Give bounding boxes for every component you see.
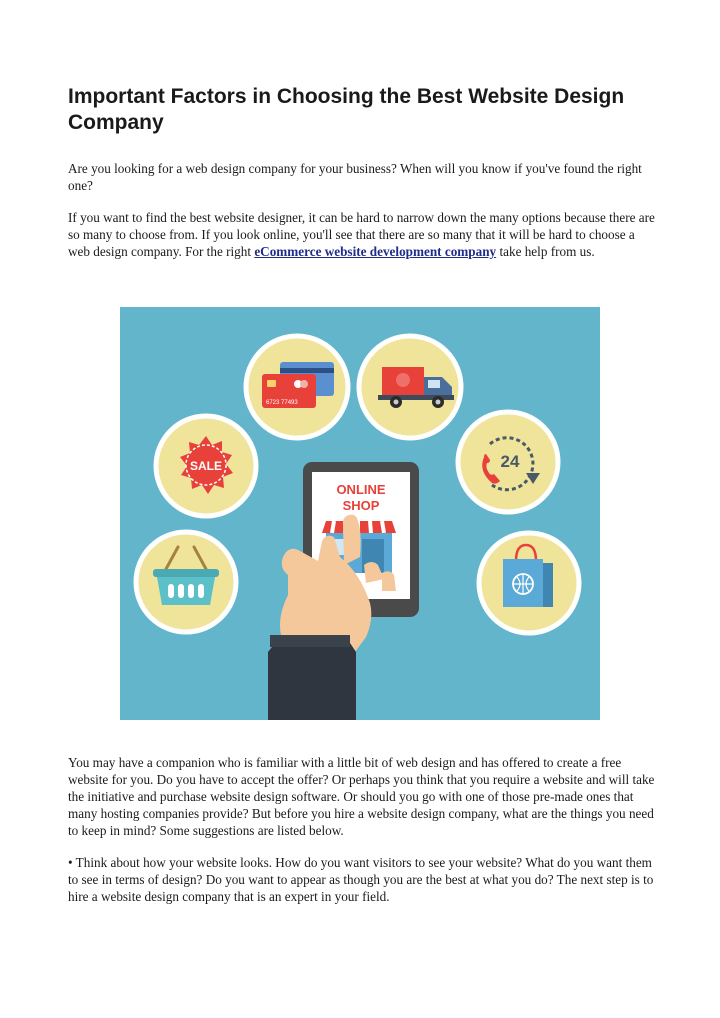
card-number-text: 6723 77493 [266, 400, 298, 406]
paragraph-options-tail: take help from us. [496, 244, 595, 259]
article-title: Important Factors in Choosing the Best Website Design Company [68, 85, 625, 134]
clock-label: 24 [500, 452, 520, 471]
paragraph-options [68, 209, 658, 260]
paragraph-intro: Are you looking for a web design company for your business? When will you know if you've found the right one? [68, 161, 642, 193]
ecommerce-development-link[interactable]: eCommerce website development company [254, 244, 497, 259]
online-shop-illustration [120, 307, 600, 720]
clock-circle [458, 412, 558, 512]
screen-line2: SHOP [342, 498, 380, 513]
delivery-truck-circle [359, 336, 461, 438]
credit-card-circle [246, 336, 348, 438]
basket-circle [136, 532, 236, 632]
bag-circle [479, 533, 579, 633]
paragraph-companion: You may have a companion who is familiar with a little bit of web design and has offered to create a free website for you. Do you have to accept the offer? Or perhaps you think that you require a website and will take the initiative and purchase website design software. Or should you go with one of those pre-made ones that many hosting companies provide? But before you hire a website design company, what are the things you need to keep in mind? Some suggestions are listed below. [68, 755, 655, 838]
paragraph-bullet-design: • Think about how your website looks. How do you want visitors to see your website? What do you want them to see in terms of design? Do you want to appear as though you are the best at what you do? The next step is to hire a website design company that is an expert in your field. [68, 855, 654, 904]
screen-line1: ONLINE [336, 482, 386, 497]
sale-circle [156, 416, 256, 516]
sale-label: SALE [189, 459, 223, 473]
illustration-svg [120, 307, 600, 720]
paragraph-options-text: If you want to find the best website designer, it can be hard to narrow down the many options because there are so many to choose from. If you look online, you'll see that there are so many that it will be hard to choose a web design company. For the right [68, 210, 655, 259]
